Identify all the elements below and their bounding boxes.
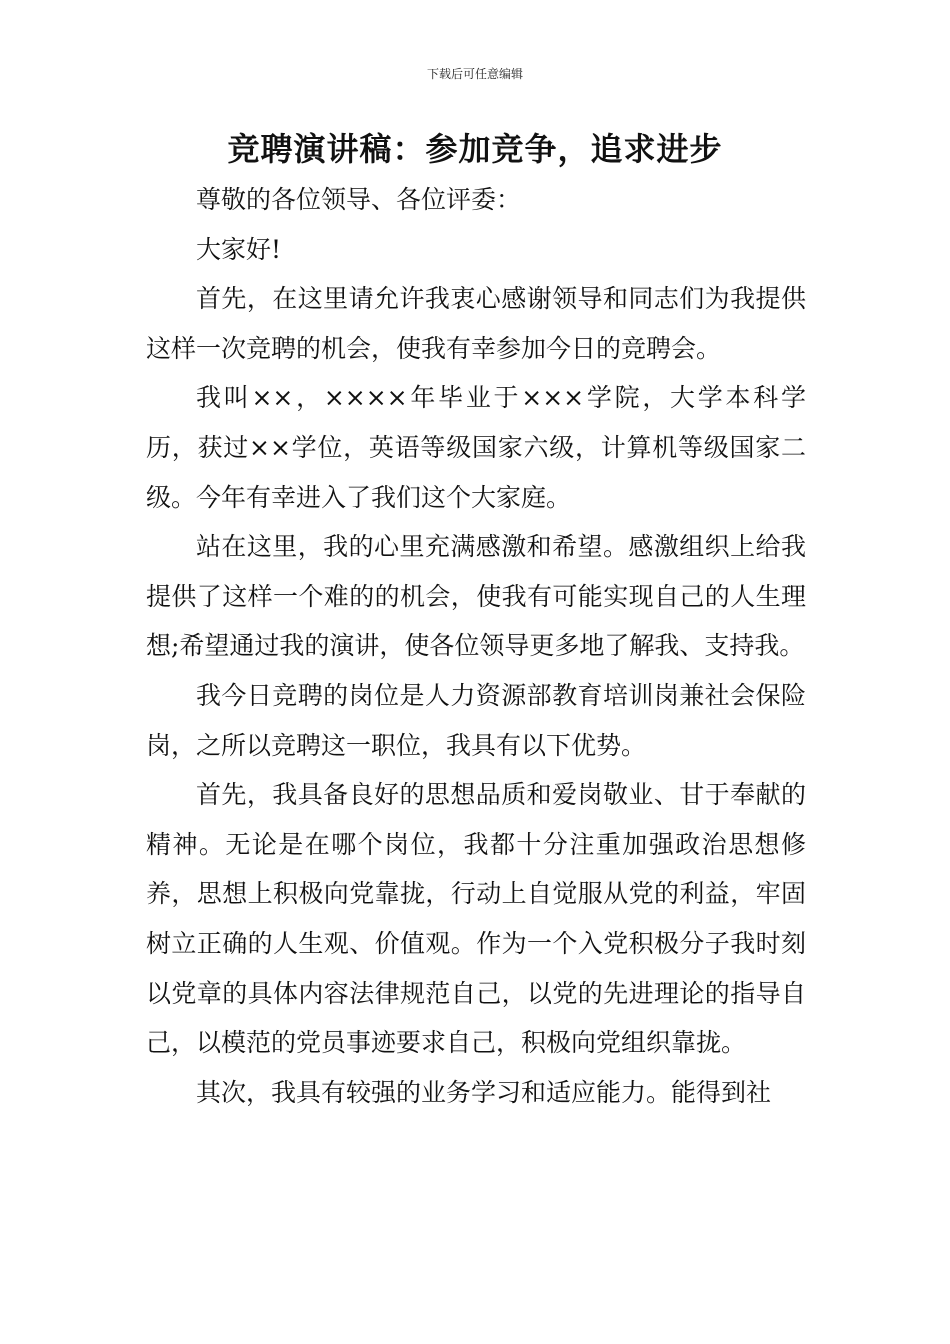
header-note: 下载后可任意编辑 [426,67,523,81]
document-title: 竞聘演讲稿：参加竞争，追求进步 [227,130,723,168]
paragraph-advantage-1: 首先，我具备良好的思想品质和爱岗敬业、甘于奉献的精神。无论是在哪个岗位，我都十分注重加强政治思想修养，思想上积极向党靠拢，行动上自觉服从党的利益，牢固树立正确的人生观、价值观。作为一个入党积极分子我时刻以党章的具体内容法律规范自己，以党的先进理论的指导自己，以模范的党员事迹要求自己，积极向党组织靠拢。 [146,780,806,1058]
paragraph-greeting: 大家好! [196,234,282,264]
paragraph-thanks: 首先，在这里请允许我衷心感谢领导和同志们为我提供这样一次竞聘的机会，使我有幸参加今日的竞聘会。 [146,284,806,363]
paragraph-gratitude-hope: 站在这里，我的心里充满感激和希望。感激组织上给我提供了这样一个难的的机会，使我有可能实现自己的人生理想;希望通过我的演讲，使各位领导更多地了解我、支持我。 [146,532,806,661]
paragraph-introduction: 我叫××，××××年毕业于×××学院，大学本科学历，获过××学位，英语等级国家六级，计算机等级国家二级。今年有幸进入了我们这个大家庭。 [146,383,806,512]
paragraph-advantage-2: 其次，我具有较强的业务学习和适应能力。能得到社 [196,1077,772,1107]
paragraph-salutation: 尊敬的各位领导、各位评委： [196,185,522,214]
document-body [146,175,806,1117]
paragraph-position: 我今日竞聘的岗位是人力资源部教育培训岗兼社会保险岗，之所以竞聘这一职位，我具有以下优势。 [146,680,806,760]
